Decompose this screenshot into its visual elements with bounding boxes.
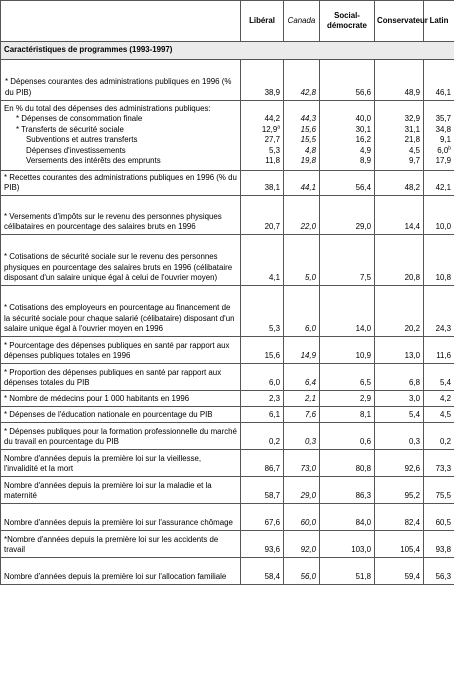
cell-conservateur: 32,9 31,1 21,8 4,5 9,7 (375, 101, 424, 171)
cell-social-democrate: 56,6 (320, 60, 375, 101)
cell-conservateur: 105,4 (375, 531, 424, 558)
cell-social-democrate: 29,0 (320, 196, 375, 235)
cell-social-democrate: 84,0 (320, 504, 375, 531)
header-latin: Latin (424, 1, 454, 42)
table-row (1, 60, 454, 101)
cell-canada: 6,4 (284, 364, 320, 391)
section-row (1, 42, 454, 60)
cell-social-democrate: 80,8 (320, 450, 375, 477)
cell-social-democrate: 7,5 (320, 235, 375, 286)
cell-conservateur: 5,4 (375, 407, 424, 423)
cell-liberal: 6,1 (241, 407, 284, 423)
cell-social-democrate: 2,9 (320, 391, 375, 407)
table-row (1, 531, 454, 558)
cell-conservateur: 13,0 (375, 337, 424, 364)
row-label: * Recettes courantes des administrations publiques en 1996 (% du PIB) (1, 170, 241, 196)
table-row (1, 450, 454, 477)
cell-liberal: 67,6 (241, 504, 284, 531)
row-label-group: En % du total des dépenses des administrations publiques: * Dépenses de consommation finale * Transferts de sécurité sociale Subventions et autres transferts Dépenses d'investissements Versements des intérêts des emprunts (1, 101, 241, 171)
header-social-democrate: Social- démocrate (320, 1, 375, 42)
cell-liberal: 6,0 (241, 364, 284, 391)
row-label: * Versements d'impôts sur le revenu des personnes physiques célibataires en pourcentage des salaires bruts en 1996 (1, 196, 241, 235)
row-label: *Nombre d'années depuis la première loi sur les accidents de travail (1, 531, 241, 558)
cell-canada: 44,3 15,6 15,5 4,8 19,8 (284, 101, 320, 171)
row-label: * Dépenses publiques pour la formation professionnelle du marché du travail en pourcentage du PIB (1, 423, 241, 450)
cell-canada: 14,9 (284, 337, 320, 364)
cell-liberal: 15,6 (241, 337, 284, 364)
row-label: * Dépenses de l'éducation nationale en pourcentage du PIB (1, 407, 241, 423)
cell-conservateur: 59,4 (375, 558, 424, 585)
row-label: * Pourcentage des dépenses publiques en santé par rapport aux dépenses publiques totales en 1996 (1, 337, 241, 364)
cell-conservateur: 14,4 (375, 196, 424, 235)
cell-liberal: 0,2 (241, 423, 284, 450)
cell-latin: 93,8 (424, 531, 454, 558)
table-row (1, 504, 454, 531)
cell-social-democrate: 10,9 (320, 337, 375, 364)
cell-latin: 56,3 (424, 558, 454, 585)
cell-latin: 75,5 (424, 477, 454, 504)
cell-social-democrate: 40,0 30,1 16,2 4,9 8,9 (320, 101, 375, 171)
cell-canada: 29,0 (284, 477, 320, 504)
table-row (1, 558, 454, 585)
table-row (1, 423, 454, 450)
table-row (1, 235, 454, 286)
row-label: * Nombre de médecins pour 1 000 habitants en 1996 (1, 391, 241, 407)
cell-liberal: 58,7 (241, 477, 284, 504)
header-row (1, 1, 454, 42)
cell-conservateur: 48,9 (375, 60, 424, 101)
cell-conservateur: 95,2 (375, 477, 424, 504)
cell-canada: 92,0 (284, 531, 320, 558)
cell-liberal: 58,4 (241, 558, 284, 585)
cell-latin: 24,3 (424, 286, 454, 337)
cell-latin: 4,5 (424, 407, 454, 423)
cell-liberal: 2,3 (241, 391, 284, 407)
cell-conservateur: 48,2 (375, 170, 424, 196)
cell-latin: 73,3 (424, 450, 454, 477)
table-row (1, 101, 454, 171)
section-title: Caractéristiques de programmes (1993-1997) (1, 42, 454, 60)
cell-latin: 11,6 (424, 337, 454, 364)
header-liberal: Libéral (241, 1, 284, 42)
cell-liberal: 38,1 (241, 170, 284, 196)
table-row (1, 477, 454, 504)
cell-canada: 44,1 (284, 170, 320, 196)
cell-latin: 4,2 (424, 391, 454, 407)
cell-canada: 60,0 (284, 504, 320, 531)
cell-latin: 60,5 (424, 504, 454, 531)
cell-conservateur: 3,0 (375, 391, 424, 407)
cell-latin: 10,8 (424, 235, 454, 286)
header-empty (1, 1, 241, 42)
cell-social-democrate: 86,3 (320, 477, 375, 504)
cell-canada: 5,0 (284, 235, 320, 286)
cell-conservateur: 20,8 (375, 235, 424, 286)
cell-liberal: 44,2 12,9$^a$ 27,7 5,3 11,8 (241, 101, 284, 171)
cell-social-democrate: 8,1 (320, 407, 375, 423)
cell-liberal: 86,7 (241, 450, 284, 477)
table-row (1, 337, 454, 364)
cell-liberal: 5,3 (241, 286, 284, 337)
table-row (1, 391, 454, 407)
row-label: Nombre d'années depuis la première loi sur l'assurance chômage (1, 504, 241, 531)
cell-conservateur: 0,3 (375, 423, 424, 450)
cell-social-democrate: 56,4 (320, 170, 375, 196)
table-row (1, 286, 454, 337)
cell-latin: 0,2 (424, 423, 454, 450)
row-label: * Cotisations des employeurs en pourcentage au financement de la sécurité sociale pour chaque salarié (célibataire) disposant d'un salaire unique égal à l'ouvrier moyen en 1996 (1, 286, 241, 337)
cell-liberal: 93,6 (241, 531, 284, 558)
cell-canada: 6,0 (284, 286, 320, 337)
cell-social-democrate: 6,5 (320, 364, 375, 391)
table-row (1, 170, 454, 196)
table-row (1, 196, 454, 235)
cell-conservateur: 6,8 (375, 364, 424, 391)
table-row (1, 407, 454, 423)
cell-canada: 42,8 (284, 60, 320, 101)
cell-latin: 35,7 34,8 9,1 6,0$^b$ 17,9 (424, 101, 454, 171)
cell-liberal: 38,9 (241, 60, 284, 101)
cell-canada: 73,0 (284, 450, 320, 477)
cell-social-democrate: 51,8 (320, 558, 375, 585)
cell-liberal: 20,7 (241, 196, 284, 235)
cell-social-democrate: 103,0 (320, 531, 375, 558)
cell-canada: 22,0 (284, 196, 320, 235)
row-label: * Dépenses courantes des administrations publiques en 1996 (% du PIB) (1, 60, 241, 101)
row-label: * Proportion des dépenses publiques en santé par rapport aux dépenses totales du PIB (1, 364, 241, 391)
table-row (1, 364, 454, 391)
row-label: Nombre d'années depuis la première loi sur la maladie et la maternité (1, 477, 241, 504)
row-label: Nombre d'années depuis la première loi sur la vieillesse, l'invalidité et la mort (1, 450, 241, 477)
cell-latin: 42,1 (424, 170, 454, 196)
cell-canada: 7,6 (284, 407, 320, 423)
cell-latin: 46,1 (424, 60, 454, 101)
cell-conservateur: 20,2 (375, 286, 424, 337)
row-label: Nombre d'années depuis la première loi sur l'allocation familiale (1, 558, 241, 585)
cell-liberal: 4,1 (241, 235, 284, 286)
cell-canada: 56,0 (284, 558, 320, 585)
cell-social-democrate: 0,6 (320, 423, 375, 450)
cell-latin: 5,4 (424, 364, 454, 391)
cell-latin: 10,0 (424, 196, 454, 235)
row-label: * Cotisations de sécurité sociale sur le revenu des personnes physiques en pourcentage des salaires bruts en 1996 (célibataire disposant d'un salaire unique égal à celui de l'ouvrier moyen) (1, 235, 241, 286)
cell-canada: 2,1 (284, 391, 320, 407)
header-conservateur: Conservateur (375, 1, 424, 42)
cell-canada: 0,3 (284, 423, 320, 450)
cell-conservateur: 92,6 (375, 450, 424, 477)
cell-social-democrate: 14,0 (320, 286, 375, 337)
cell-conservateur: 82,4 (375, 504, 424, 531)
header-canada: Canada (284, 1, 320, 42)
